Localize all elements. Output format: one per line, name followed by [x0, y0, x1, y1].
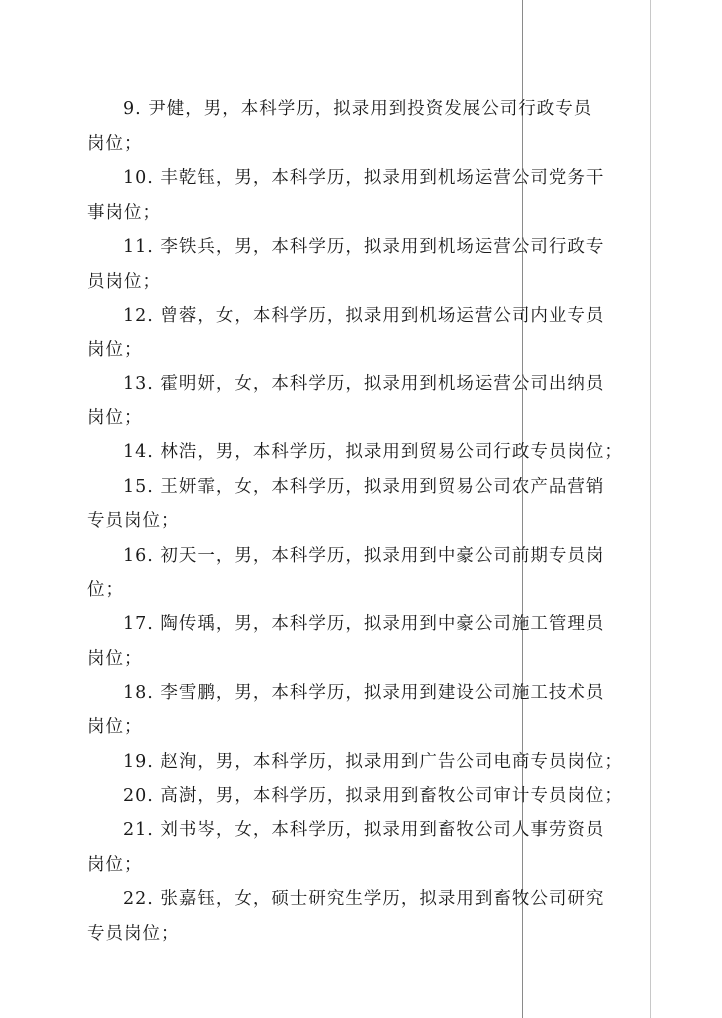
entry-21-line-2: 岗位；	[87, 855, 143, 875]
entry-11-line-1: 11. 李铁兵，男，本科学历，拟录用到机场运营公司行政专	[123, 237, 605, 257]
entry-9-line-1: 9. 尹健，男，本科学历，拟录用到投资发展公司行政专员	[123, 99, 593, 119]
entry-22-line-1: 22. 张嘉钰，女，硕士研究生学历，拟录用到畜牧公司研究	[123, 889, 605, 909]
entry-17-line-2: 岗位；	[87, 649, 143, 669]
entry-16-line-1: 16. 初天一，男，本科学历，拟录用到中豪公司前期专员岗	[123, 546, 605, 566]
entry-15-line-2: 专员岗位；	[87, 511, 180, 531]
entry-18-line-2: 岗位；	[87, 717, 143, 737]
entry-13-line-2: 岗位；	[87, 408, 143, 428]
entry-12-line-2: 岗位；	[87, 340, 143, 360]
entry-10-line-1: 10. 丰乾钰，男，本科学历，拟录用到机场运营公司党务干	[123, 168, 605, 188]
entry-9-line-2: 岗位；	[87, 134, 143, 154]
entry-22-line-2: 专员岗位；	[87, 924, 180, 944]
entry-15-line-1: 15. 王妍霏，女，本科学历，拟录用到贸易公司农产品营销	[123, 477, 605, 497]
entry-10-line-2: 事岗位；	[87, 203, 161, 223]
entry-11-line-2: 员岗位；	[87, 272, 161, 292]
entry-13-line-1: 13. 霍明妍，女，本科学历，拟录用到机场运营公司出纳员	[123, 374, 605, 394]
entry-16-line-2: 位；	[87, 580, 124, 600]
entry-18-line-1: 18. 李雪鹏，男，本科学历，拟录用到建设公司施工技术员	[123, 683, 605, 703]
entry-20-line-1: 20. 高澍，男，本科学历，拟录用到畜牧公司审计专员岗位；	[123, 786, 623, 806]
entry-12-line-1: 12. 曾蓉，女，本科学历，拟录用到机场运营公司内业专员	[123, 306, 605, 326]
entry-21-line-1: 21. 刘书岑，女，本科学历，拟录用到畜牧公司人事劳资员	[123, 820, 605, 840]
entry-17-line-1: 17. 陶传瑀，男，本科学历，拟录用到中豪公司施工管理员	[123, 614, 605, 634]
entry-14-line-1: 14. 林浩，男，本科学历，拟录用到贸易公司行政专员岗位；	[123, 442, 623, 462]
entry-19-line-1: 19. 赵洵，男，本科学历，拟录用到广告公司电商专员岗位；	[123, 752, 623, 772]
